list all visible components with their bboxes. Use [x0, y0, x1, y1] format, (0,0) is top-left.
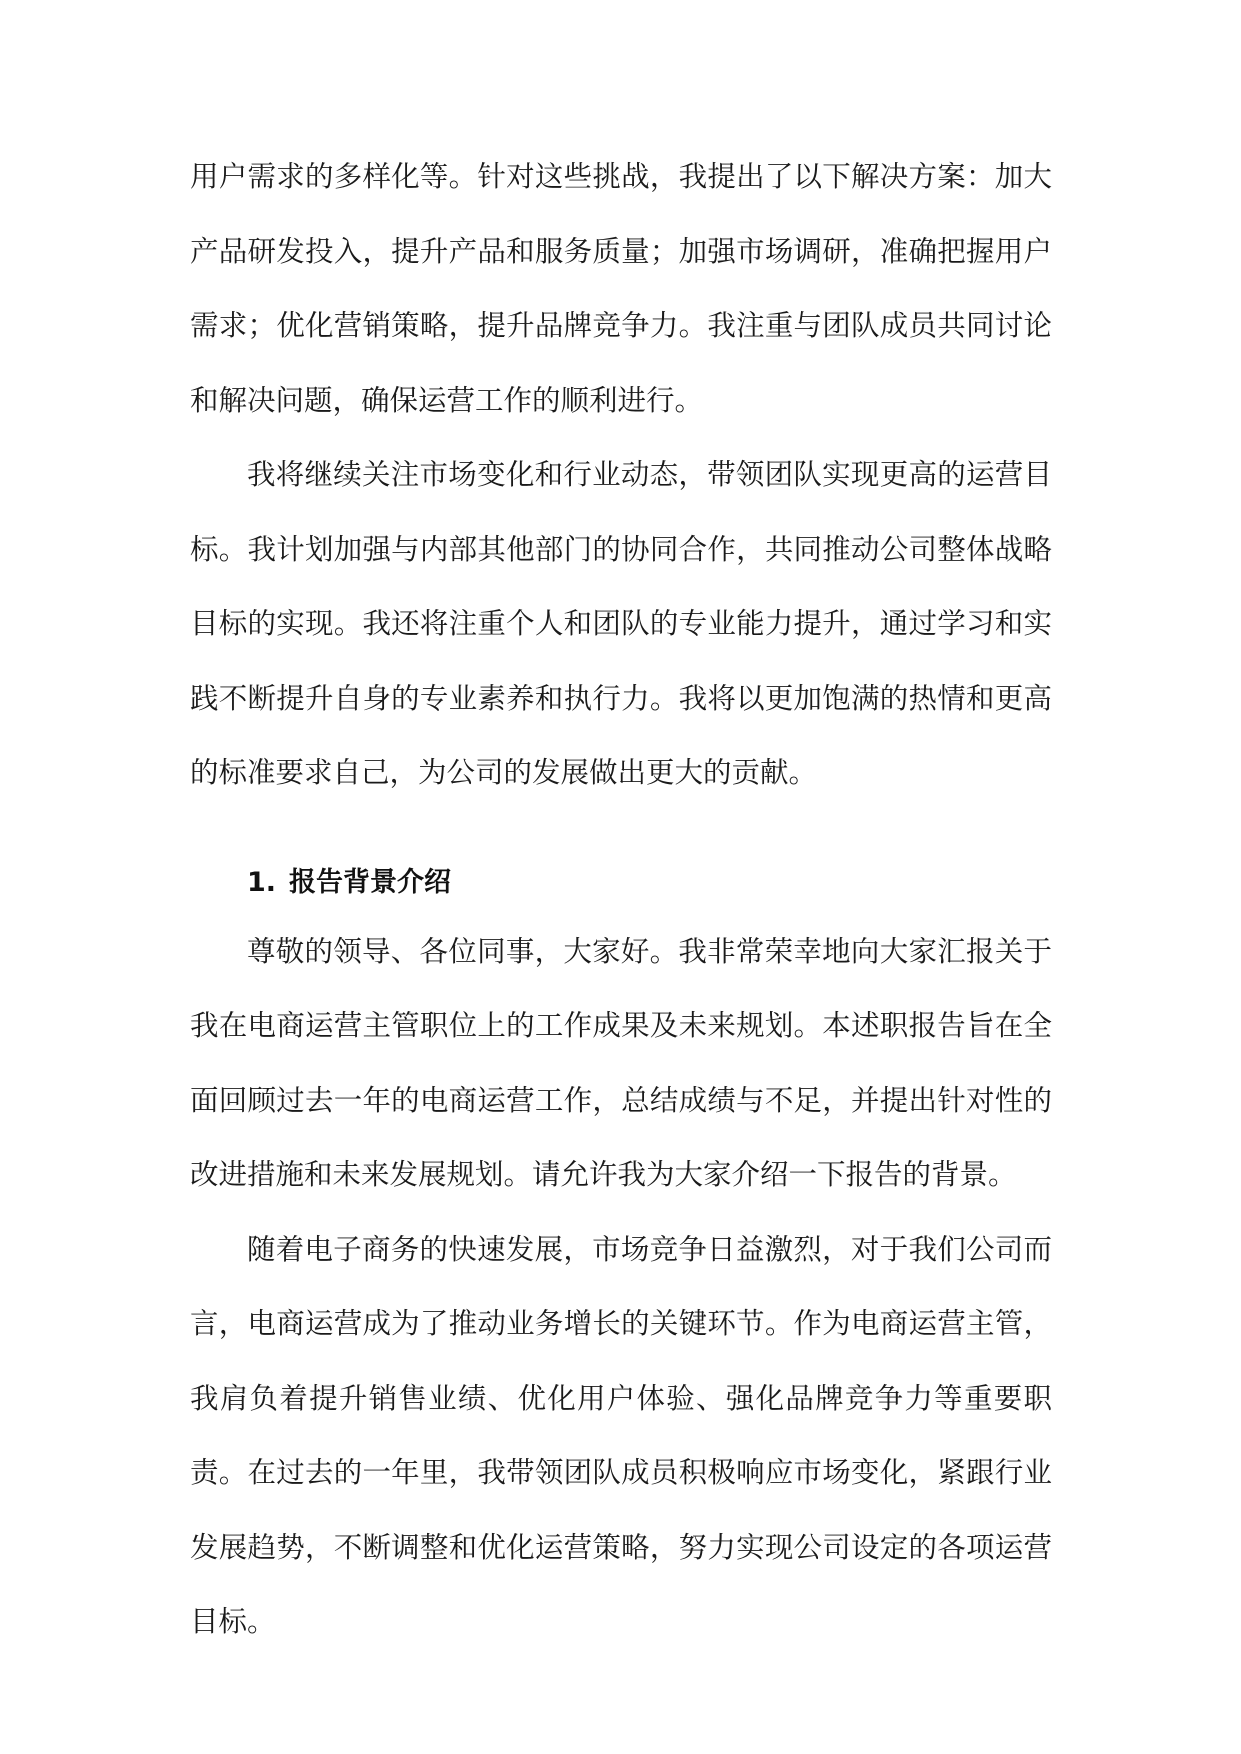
paragraph: 随着电子商务的快速发展，市场竞争日益激烈，对于我们公司而言，电商运营成为了推动业务增长的关键环节。作为电商运营主管，我肩负着提升销售业绩、优化用户体验、强化品牌竞争力等重要职责。在过去的一年里，我带领团队成员积极响应市场变化，紧跟行业发展趋势，不断调整和优化运营策略，努力实现公司设定的各项运营目标。	[190, 1232, 1052, 1638]
section-title: 报告背景介绍	[289, 866, 451, 898]
paragraph-continued: 用户需求的多样化等。针对这些挑战，我提出了以下解决方案：加大产品研发投入，提升产品和服务质量；加强市场调研，准确把握用户需求；优化营销策略，提升品牌竞争力。我注重与团队成员共同讨论和解决问题，确保运营工作的顺利进行。	[190, 160, 1052, 417]
paragraph: 我将继续关注市场变化和行业动态，带领团队实现更高的运营目标。我计划加强与内部其他部门的协同合作，共同推动公司整体战略目标的实现。我还将注重个人和团队的专业能力提升，通过学习和实践不断提升自身的专业素养和执行力。我将以更加饱满的热情和更高的标准要求自己，为公司的发展做出更大的贡献。	[190, 458, 1052, 789]
section-number: 1.	[247, 866, 277, 898]
section-heading	[190, 811, 1052, 915]
document-body	[190, 140, 1052, 1660]
paragraph: 尊敬的领导、各位同事，大家好。我非常荣幸地向大家汇报关于我在电商运营主管职位上的工作成果及未来规划。本述职报告旨在全面回顾过去一年的电商运营工作，总结成绩与不足，并提出针对性的改进措施和未来发展规划。请允许我为大家介绍一下报告的背景。	[190, 934, 1052, 1191]
